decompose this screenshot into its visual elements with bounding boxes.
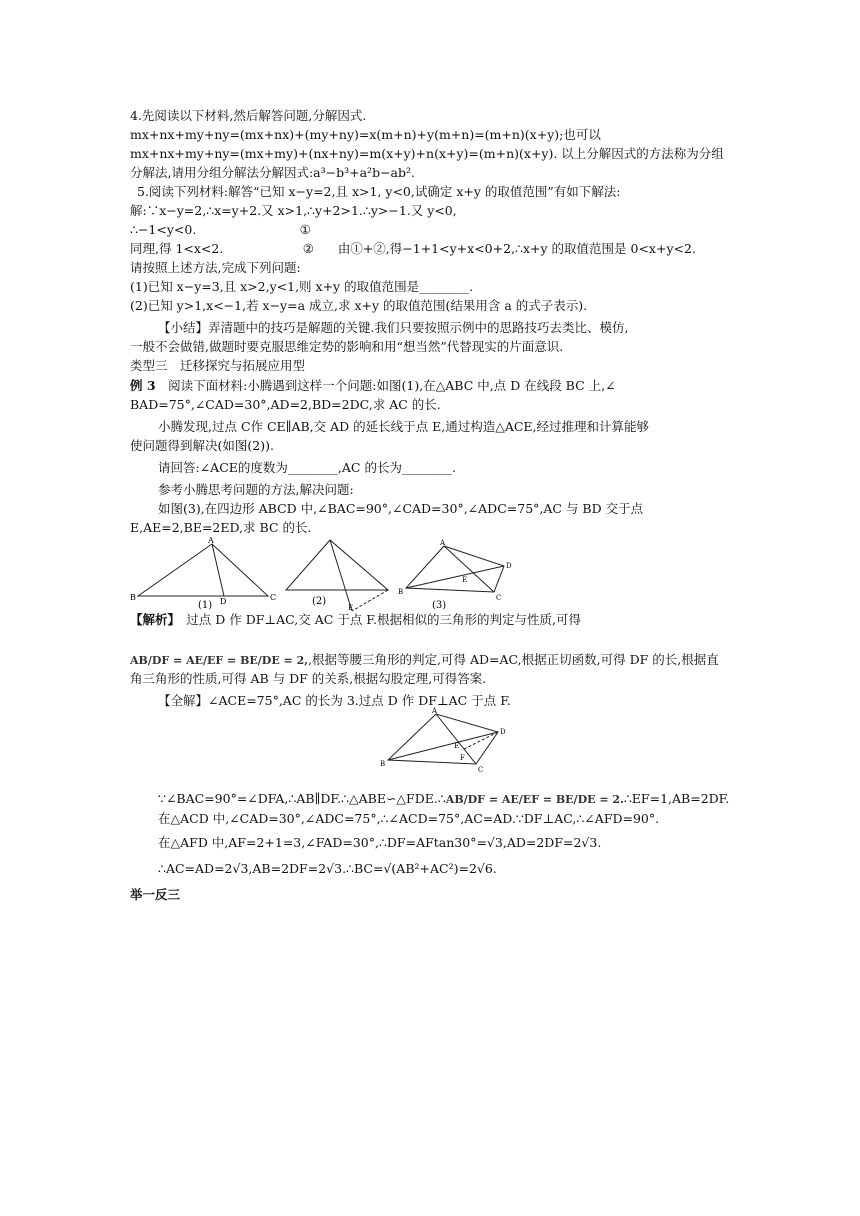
practice-heading: 举一反三 <box>130 887 181 902</box>
summary-line-1: 【小结】弄清题中的技巧是解题的关键.我们只要按照示例中的思路技巧去类比、模仿, <box>158 320 629 335</box>
q4-line-3: mx+nx+my+ny=(mx+my)+(nx+ny)=m(x+y)+n(x+y)=(m+n)(x+y). 以上分解因式的方法称为分组 <box>130 146 724 161</box>
example-3-line-1 <box>130 377 730 395</box>
solution-text-2a: ∵∠BAC=90°=∠DFA,∴AB∥DF.∴△ABE∽△FDE.∴ <box>158 791 446 806</box>
solution-line-2 <box>158 790 758 809</box>
solution-line-5: ∴AC=AD=2√3,AB=2DF=2√3.∴BC=√(AB²+AC²)=2√6. <box>158 861 497 876</box>
sol-label-d: D <box>500 728 506 736</box>
fig1-label-d: D <box>220 597 227 606</box>
ratio-formula-1: AB/DF = AE/EF = BE/DE = 2, <box>130 653 309 667</box>
fig3-label-a: A <box>440 539 446 547</box>
solution-line-4: 在△AFD 中,AF=2+1=3,∠FAD=30°,∴DF=AFtan30°=√3,AD=2DF=2√3. <box>158 835 602 850</box>
q5-part-2: (2)已知 y>1,x<−1,若 x−y=a 成立,求 x+y 的取值范围(结果用含 a 的式子表示). <box>130 298 588 313</box>
q5-solution-2: ∴−1<y<0. ① <box>130 222 311 237</box>
fig3-caption: (3) <box>432 600 447 611</box>
section-heading: 类型三 迁移探究与拓展应用型 <box>130 358 306 373</box>
example-3-line-2: BAD=75°,∠CAD=30°,AD=2,BD=2DC,求 AC 的长. <box>130 397 441 412</box>
example-3-method: 参考小腾思考问题的方法,解决问题: <box>158 482 354 497</box>
q5-title: 5.阅读下列材料:解答“已知 x−y=2,且 x>1, y<0,试确定 x+y 的取值范围”有如下解法: <box>137 184 621 199</box>
sol-label-a: A <box>432 707 438 715</box>
analysis-label: 【解析】 <box>130 612 174 627</box>
fig1-label-b: B <box>130 593 136 602</box>
q5-instruction: 请按照上述方法,完成下列问题: <box>130 260 301 275</box>
example-3-figure3-2: E,AE=2,BE=2ED,求 BC 的长. <box>130 520 312 535</box>
fig3-label-e: E <box>462 576 468 584</box>
sol-label-c: C <box>478 766 484 774</box>
example-3-question: 请回答:∠ACE的度数为________,AC 的长为________. <box>158 460 456 475</box>
solution-figure <box>374 707 514 774</box>
q5-solution-3: 同理,得 1<x<2. ② 由①+②,得−1+1<y+x<0+2,∴x+y 的取值范围是 0<x+y<2. <box>130 241 696 256</box>
example-3-figure3-1: 如图(3),在四边形 ABCD 中,∠BAC=90°,∠CAD=30°,∠ADC=75°,AC 与 BD 交于点 <box>158 501 644 516</box>
example-3-line-3: 小腾发现,过点 C作 CE∥AB,交 AD 的延长线于点 E,通过构造△ACE,经过推理和计算能够 <box>158 419 650 434</box>
summary-line-2: 一般不会做错,做题时要克服思维定势的影响和用“想当然”代替现实的片面意识. <box>130 339 564 354</box>
sol-label-e: E <box>454 742 460 750</box>
analysis-text: 过点 D 作 DF⊥AC,交 AC 于点 F.根据相似的三角形的判定与性质,可得 <box>173 612 581 627</box>
example-3-label: 例 3 <box>130 378 156 393</box>
q5-part-1: (1)已知 x−y=3,且 x>2,y<1,则 x+y 的取值范围是________. <box>130 279 474 294</box>
q4-title: 4.先阅读以下材料,然后解答问题,分解因式. <box>130 108 367 123</box>
fig1-caption: (1) <box>198 600 213 611</box>
sol-label-b: B <box>380 760 386 768</box>
q5-solution-1: 解:∵x−y=2,∴x=y+2.又 x>1,∴y+2>1.∴y>−1.又 y<0, <box>130 203 457 218</box>
analysis-line-1 <box>130 611 730 629</box>
fig1-label-a: A <box>208 536 214 545</box>
triangle-figures <box>130 538 410 610</box>
fig2-label-e: E <box>348 604 354 612</box>
quadrilateral-figure <box>396 539 526 611</box>
solution-line-1: 【全解】∠ACE=75°,AC 的长为 3.过点 D 作 DF⊥AC 于点 F. <box>158 693 511 708</box>
sol-label-f: F <box>460 754 465 762</box>
example-3-line-4: 使问题得到解决(如图(2)). <box>130 438 274 453</box>
fig3-label-c: C <box>496 594 502 602</box>
analysis-text-2: ,根据等腰三角形的判定,可得 AD=AC,根据正切函数,可得 DF 的长,根据直 <box>308 652 719 667</box>
analysis-line-2 <box>130 651 730 670</box>
ratio-formula-2: AB/DF = AE/EF = BE/DE = 2. <box>445 792 624 806</box>
example-3-text: 阅读下面材料:小腾遇到这样一个问题:如图(1),在△ABC 中,点 D 在线段 BC 上,∠ <box>155 378 616 393</box>
solution-line-3: 在△ACD 中,∠CAD=30°,∠ADC=75°,∴∠ACD=75°,AC=AD.∵DF⊥AC,∴∠AFD=90°. <box>158 811 660 826</box>
fig1-label-c: C <box>270 593 277 602</box>
solution-text-2b: ∴EF=1,AB=2DF. <box>623 791 730 806</box>
q4-line-4: 分解法,请用分组分解法分解因式:a³−b³+a²b−ab². <box>130 165 415 180</box>
fig2-caption: (2) <box>312 596 327 607</box>
fig3-label-d: D <box>506 562 512 570</box>
fig3-label-b: B <box>398 588 404 596</box>
analysis-line-3: 角三角形的性质,可得 AB 与 DF 的关系,根据勾股定理,可得答案. <box>130 671 487 686</box>
q4-line-2: mx+nx+my+ny=(mx+nx)+(my+ny)=x(m+n)+y(m+n)=(m+n)(x+y);也可以 <box>130 127 601 142</box>
